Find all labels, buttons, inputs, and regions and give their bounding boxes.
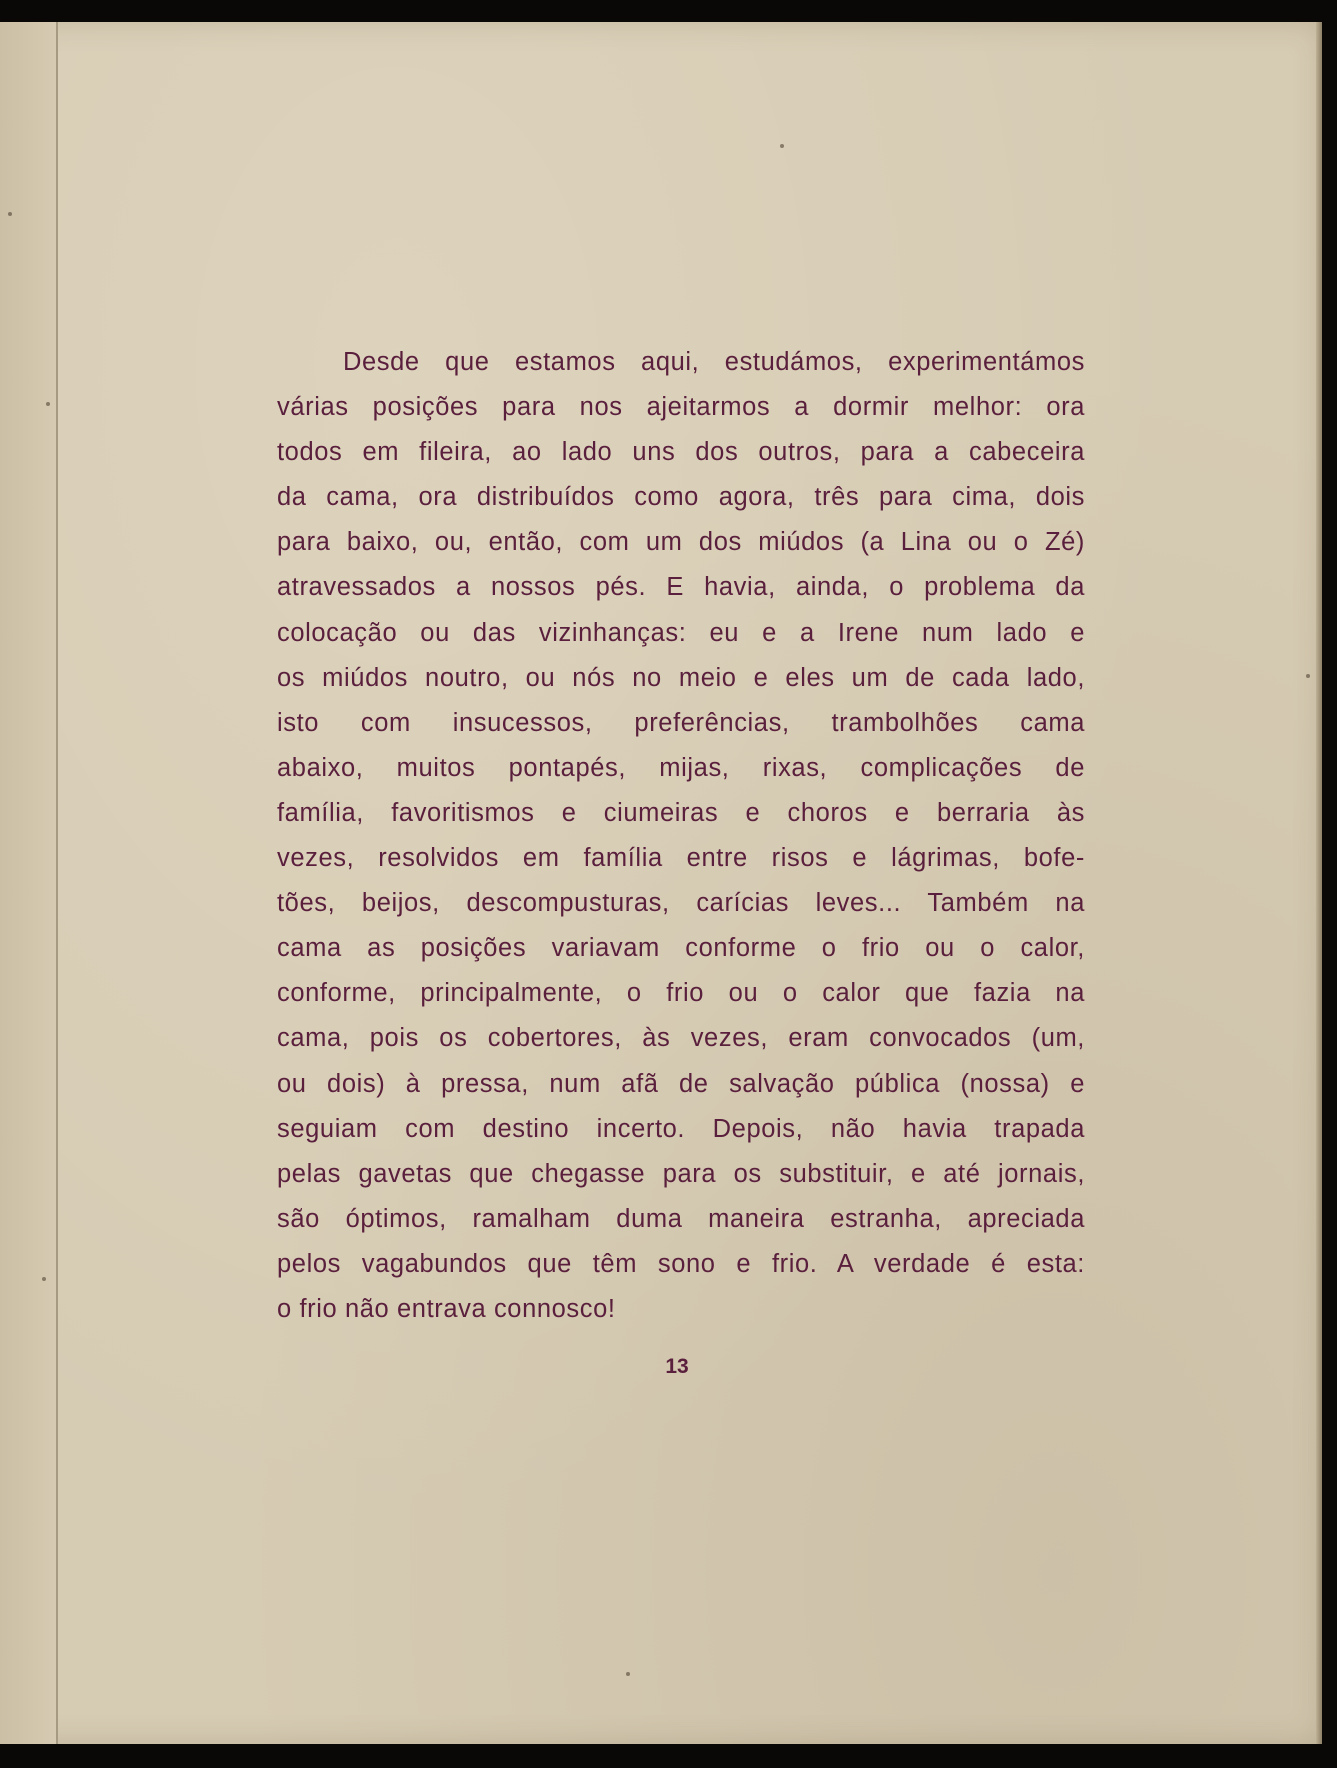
paragraph-line: pelas gavetas que chegasse para os substituir, e até jornais, <box>277 1159 1085 1188</box>
paragraph-line: conforme, principalmente, o frio ou o calor que fazia na <box>277 979 1085 1008</box>
paragraph-line: os miúdos noutro, ou nós no meio e eles um de cada lado, <box>277 663 1085 692</box>
paragraph-line: várias posições para nos ajeitarmos a dormir melhor: ora <box>277 393 1085 422</box>
paragraph-line: isto com insucessos, preferências, trambolhões cama <box>277 708 1085 737</box>
paragraph-line: da cama, ora distribuídos como agora, três para cima, dois <box>277 483 1085 512</box>
page-number: 13 <box>665 1355 689 1378</box>
page-right-edge <box>1316 22 1322 1744</box>
paragraph-line: seguiam com destino incerto. Depois, não havia trapada <box>277 1114 1085 1143</box>
paragraph-line: família, favoritismos e ciumeiras e choros e berraria às <box>277 798 1085 827</box>
paper-speck <box>1306 674 1310 678</box>
paragraph-line: são óptimos, ramalham duma maneira estranha, apreciada <box>277 1204 1085 1233</box>
paragraph-line: ou dois) à pressa, num afã de salvação pública (nossa) e <box>277 1069 1085 1098</box>
paper-speck <box>626 1672 630 1676</box>
paragraph-line: o frio não entrava connosco! <box>277 1294 616 1323</box>
paragraph-line: abaixo, muitos pontapés, mijas, rixas, complicações de <box>277 753 1085 782</box>
paragraph-line: cama, pois os cobertores, às vezes, eram convocados (um, <box>277 1024 1085 1053</box>
paragraph-line: para baixo, ou, então, com um dos miúdos (a Lina ou o Zé) <box>277 528 1085 557</box>
body-paragraph <box>277 340 1085 1332</box>
binding-edge <box>0 22 58 1744</box>
paragraph-line: cama as posições variavam conforme o frio ou o calor, <box>277 934 1085 963</box>
paper-speck <box>8 212 12 216</box>
paragraph-line: pelos vagabundos que têm sono e frio. A verdade é esta: <box>277 1249 1085 1278</box>
paper-speck <box>780 144 784 148</box>
paper-speck <box>46 402 50 406</box>
paragraph-line: atravessados a nossos pés. E havia, ainda, o problema da <box>277 573 1085 602</box>
paragraph-line: todos em fileira, ao lado uns dos outros, para a cabeceira <box>277 438 1085 467</box>
paragraph-line: Desde que estamos aqui, estudámos, experimentámos <box>343 348 1085 376</box>
paragraph-line: colocação ou das vizinhanças: eu e a Irene num lado e <box>277 618 1085 647</box>
paragraph-line: vezes, resolvidos em família entre risos e lágrimas, bofe- <box>277 844 1085 873</box>
paragraph-line: tões, beijos, descompusturas, carícias leves... Também na <box>277 889 1085 918</box>
book-page <box>0 22 1322 1744</box>
gutter-line <box>56 22 58 1744</box>
paper-speck <box>42 1277 46 1281</box>
